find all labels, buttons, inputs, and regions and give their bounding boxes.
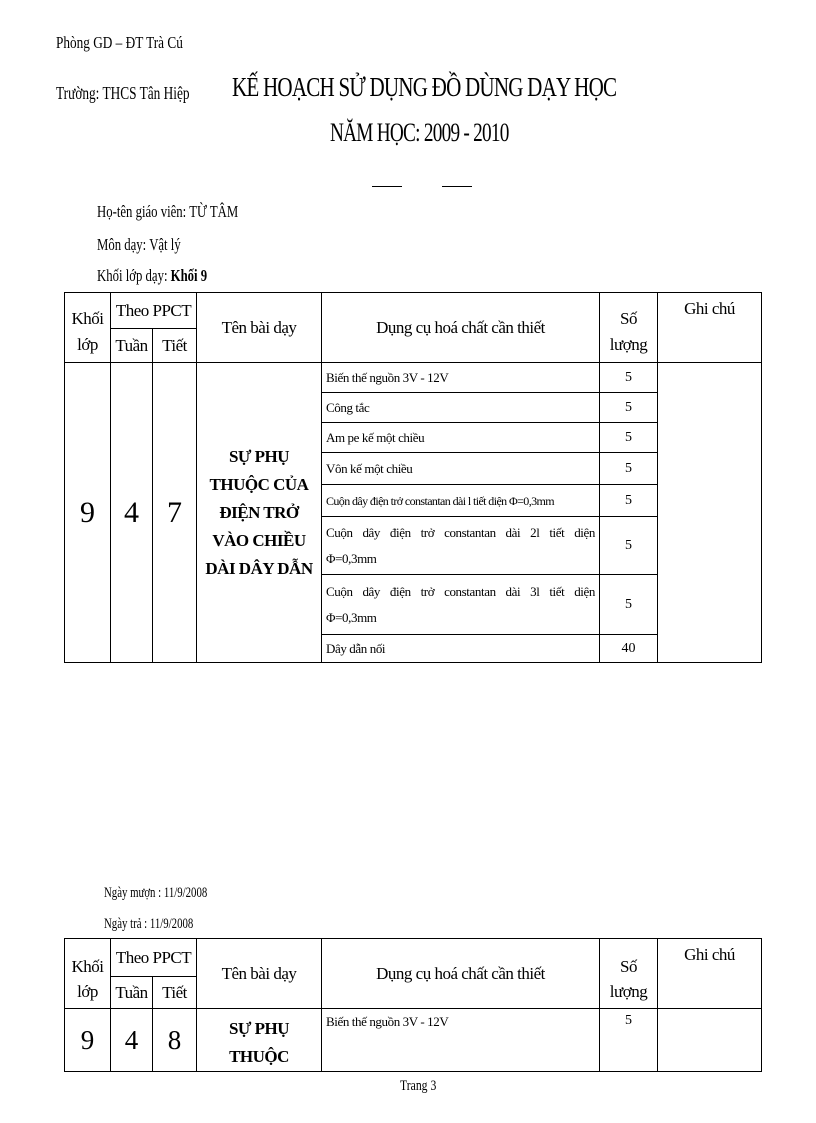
col-lop: lớp — [65, 977, 111, 1009]
tool-name: Cuộn dây điện trở constantan dài l tiết diện Φ=0,3mm — [322, 485, 600, 517]
grade-line — [97, 266, 244, 286]
lesson-note — [658, 1009, 762, 1072]
col-tuan: Tuần — [111, 329, 153, 363]
tool-name: Công tắc — [322, 393, 600, 423]
title-rule-left — [372, 186, 402, 187]
page-title: KẾ HOẠCH SỬ DỤNG ĐỒ DÙNG DẠY HỌC — [232, 72, 617, 102]
col-khoi: Khối — [65, 293, 111, 329]
lesson-note — [658, 363, 762, 663]
teacher-name: TỪ TÂM — [189, 202, 239, 221]
tool-qty: 5 — [600, 453, 658, 485]
col-so: Số — [600, 293, 658, 329]
lesson-tuan: 4 — [111, 1009, 153, 1072]
tool-qty: 5 — [600, 1009, 658, 1072]
tool-qty: 5 — [600, 423, 658, 453]
col-ghi-chu: Ghi chú — [658, 293, 762, 363]
grade-label: Khối lớp dạy: — [97, 266, 168, 285]
col-ten-bai: Tên bài dạy — [197, 939, 322, 1009]
col-dung-cu: Dụng cụ hoá chất cần thiết — [322, 939, 600, 1009]
col-tuan: Tuần — [111, 977, 153, 1009]
col-tiet: Tiết — [153, 329, 197, 363]
page-number: Trang 3 — [400, 1078, 437, 1094]
borrow-date: Ngày mượn : 11/9/2008 — [104, 885, 208, 901]
lesson-khoi: 9 — [65, 363, 111, 663]
subject-line — [97, 235, 209, 255]
tool-name: Cuộn dây điện trở constantan dài 2l tiết diện Φ=0,3mm — [322, 517, 600, 575]
lesson-tiet: 8 — [153, 1009, 197, 1072]
tool-qty: 5 — [600, 485, 658, 517]
col-dung-cu: Dụng cụ hoá chất cần thiết — [322, 293, 600, 363]
table-row — [65, 1009, 762, 1072]
lesson-khoi: 9 — [65, 1009, 111, 1072]
col-ten-bai: Tên bài dạy — [197, 293, 322, 363]
school-year: NĂM HỌC: 2009 - 2010 — [330, 118, 509, 147]
teacher-name-line — [97, 202, 285, 222]
tool-name: Am pe kế một chiều — [322, 423, 600, 453]
tool-qty: 5 — [600, 517, 658, 575]
tool-name: Biến thế nguồn 3V - 12V — [322, 363, 600, 393]
tool-name: Dây dẫn nối — [322, 635, 600, 663]
col-tiet: Tiết — [153, 977, 197, 1009]
return-date: Ngày trả : 11/9/2008 — [104, 916, 194, 932]
subject-label: Môn dạy: — [97, 235, 147, 254]
tool-qty: 5 — [600, 363, 658, 393]
lesson-title: SỰ PHỤ THUỘC — [197, 1009, 322, 1072]
lesson-title: SỰ PHỤ THUỘC CỦA ĐIỆN TRỞ VÀO CHIỀU DÀI DÂY DẪN — [197, 363, 322, 663]
lesson-tiet: 7 — [153, 363, 197, 663]
table-header-row — [65, 939, 762, 977]
tool-name: Biến thế nguồn 3V - 12V — [322, 1009, 600, 1072]
col-theo-ppct: Theo PPCT — [111, 293, 197, 329]
col-ghi-chu: Ghi chú — [658, 939, 762, 1009]
col-theo-ppct: Theo PPCT — [111, 939, 197, 977]
plan-table-lesson-8 — [64, 938, 762, 1072]
school-label: Trường: THCS Tân Hiệp — [56, 83, 190, 103]
subject-value: Vật lý — [149, 235, 181, 254]
col-luong: lượng — [600, 977, 658, 1009]
col-lop: lớp — [65, 329, 111, 363]
table-row — [65, 363, 762, 393]
col-so: Số — [600, 939, 658, 977]
tool-qty: 5 — [600, 575, 658, 635]
teacher-name-label: Họ-tên giáo viên: — [97, 202, 187, 221]
tool-qty: 40 — [600, 635, 658, 663]
table-header-row — [65, 293, 762, 329]
grade-value: Khối 9 — [170, 266, 208, 285]
tool-qty: 5 — [600, 393, 658, 423]
department-label: Phòng GD – ĐT Trà Cú — [56, 33, 183, 52]
col-khoi: Khối — [65, 939, 111, 977]
lesson-tuan: 4 — [111, 363, 153, 663]
tool-name: Cuộn dây điện trở constantan dài 3l tiết diện Φ=0,3mm — [322, 575, 600, 635]
col-luong: lượng — [600, 329, 658, 363]
tool-name: Vôn kế một chiều — [322, 453, 600, 485]
plan-table-lesson-7 — [64, 292, 762, 663]
title-rule-right — [442, 186, 472, 187]
